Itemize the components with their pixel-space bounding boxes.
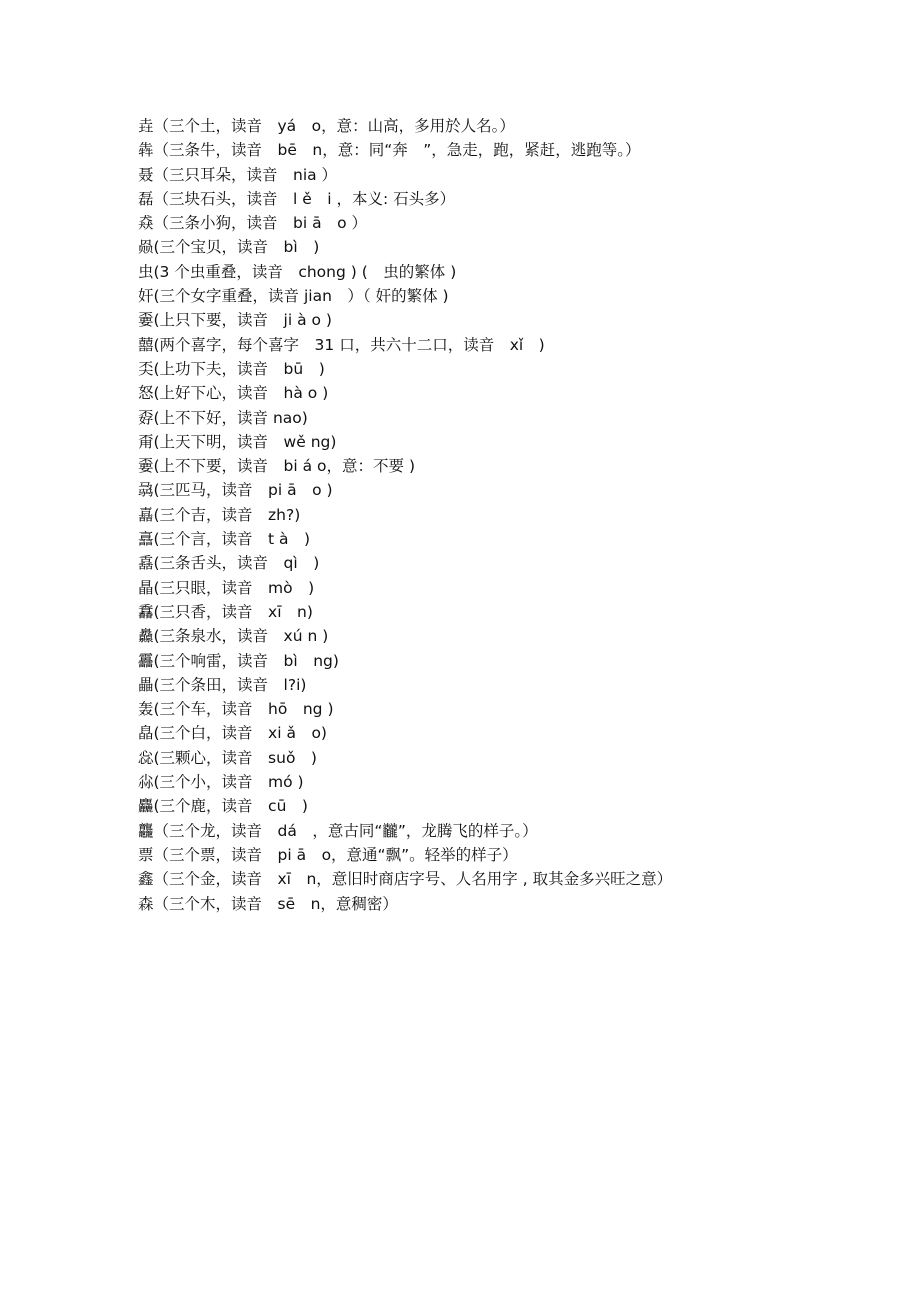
list-item: 馫(三只香，读音 xī n) — [138, 602, 313, 621]
list-item: 畾(三个条田，读音 l?i) — [138, 675, 307, 694]
list-item: 猋（三条小狗，读音 bi ā o ） — [138, 214, 367, 233]
list-item: 灥(三条泉水，读音 xú n ) — [138, 627, 329, 646]
list-item: 赑(三个宝贝，读音 bì ) — [138, 238, 320, 257]
list-item: 奀(上功下夫，读音 bū ) — [138, 359, 325, 378]
list-item: 奸(三个女字重叠，读音 jian ）（ 奸的繁体 ) — [138, 287, 449, 306]
list-item: 怒(上好下心，读音 hà o ) — [138, 384, 329, 403]
list-item: 鑫（三个金，读音 xī n，意旧时商店字号、人名用字 , 取其金多兴旺之意） — [138, 870, 673, 889]
list-item: 虫(3 个虫重叠，读音 chong ) ( 虫的繁体 ) — [138, 262, 457, 281]
list-item: 垚（三个土，读音 yá o，意：山高，多用於人名。） — [138, 117, 515, 135]
list-item: 嫑(上只下要，读音 ji à o ) — [138, 311, 332, 330]
list-item: 惢(三颗心，读音 suǒ ) — [138, 748, 317, 767]
list-item: 嫑(上不下要，读音 bi á o，意：不要 ) — [138, 457, 416, 476]
list-item: 龘（三个龙，读音 dá ，意古同“龖”，龙腾飞的样子。） — [138, 821, 538, 840]
list-item: 瞐(三只眼，读音 mò ) — [138, 578, 315, 597]
list-item: 票（三个票，读音 pi ā o，意通“飘”。轻举的样子） — [138, 845, 518, 864]
list-item: 麤(三个鹿，读音 cū ) — [138, 797, 308, 816]
list-item: 甭(上天下明，读音 wě ng) — [138, 432, 337, 451]
list-item: 骉(三匹马，读音 pi ā o ) — [138, 481, 333, 500]
list-item: 聂（三只耳朵，读音 nia ） — [138, 165, 338, 184]
list-item: 囍(两个喜字，每个喜字 31 口，共六十二口，读音 xǐ ) — [138, 335, 545, 354]
list-item: 犇（三条牛，读音 bē n，意：同“奔 ”，急走，跑，紧赶，逃跑等。） — [138, 141, 641, 160]
list-item: 舙(三条舌头，读音 qì ) — [138, 554, 320, 573]
list-item: 靐(三个响雷，读音 bì ng) — [138, 651, 339, 670]
character-list — [138, 114, 838, 916]
list-item: 森（三个木，读音 sē n，意稠密） — [138, 894, 398, 913]
list-item: 嚞(三个吉，读音 zh?) — [138, 505, 301, 524]
list-item: 皛(三个白，读音 xi ǎ o) — [138, 724, 327, 743]
list-item: 尛(三个小，读音 mó ) — [138, 773, 304, 792]
list-item: 磊（三块石头，读音 l ě i ，本义: 石头多） — [138, 189, 456, 208]
list-item: 譶(三个言，读音 t à ) — [138, 530, 311, 549]
list-item: 轰(三个车，读音 hō ng ) — [138, 700, 334, 719]
list-item: 孬(上不下好，读音 nao) — [138, 408, 308, 427]
